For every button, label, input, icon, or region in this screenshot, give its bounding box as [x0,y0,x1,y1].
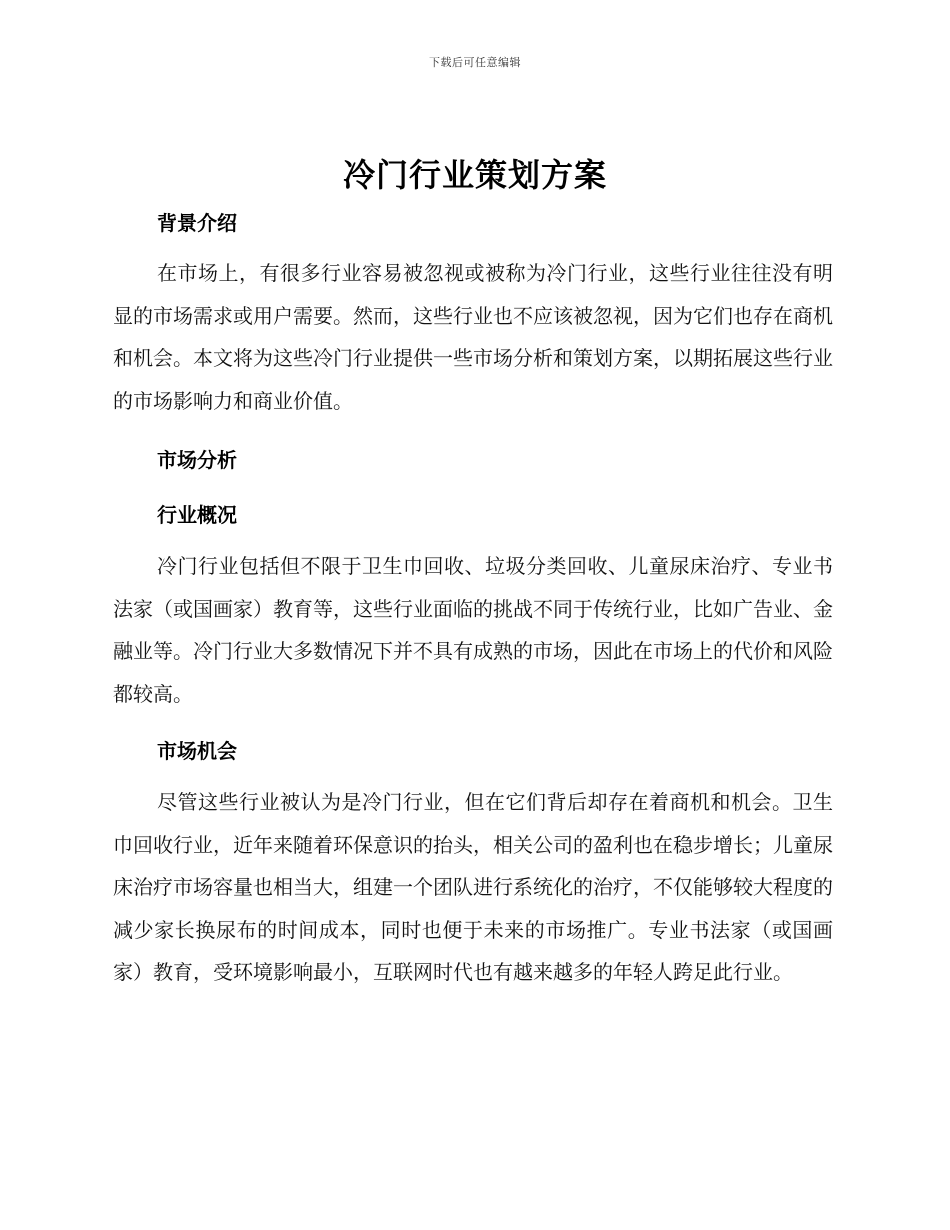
heading-market-opportunity: 市场机会 [157,739,237,763]
header-note: 下载后可任意编辑 [429,56,521,69]
document-title: 冷门行业策划方案 [342,156,607,194]
heading-background: 背景介绍 [157,211,237,235]
paragraph-industry-overview: 冷门行业包括但不限于卫生巾回收、垃圾分类回收、儿童尿床治疗、专业书法家（或国画家）教育等，这些行业面临的挑战不同于传统行业，比如广告业、金融业等。冷门行业大多数情况下并不具有成熟的市场，因此在市场上的代价和风险都较高。 [113,554,833,706]
heading-market-analysis: 市场分析 [157,448,237,472]
heading-industry-overview: 行业概况 [157,503,237,527]
paragraph-market-opportunity: 尽管这些行业被认为是冷门行业，但在它们背后却存在着商机和机会。卫生巾回收行业，近年来随着环保意识的抬头，相关公司的盈利也在稳步增长；儿童尿床治疗市场容量也相当大，组建一个团队进行系统化的治疗，不仅能够较大程度的减少家长换尿布的时间成本，同时也便于未来的市场推广。专业书法家（或国画家）教育，受环境影响最小，互联网时代也有越来越多的年轻人跨足此行业。 [113,790,833,984]
paragraph-background: 在市场上，有很多行业容易被忽视或被称为冷门行业，这些行业往往没有明显的市场需求或用户需要。然而，这些行业也不应该被忽视，因为它们也存在商机和机会。本文将为这些冷门行业提供一些市场分析和策划方案，以期拓展这些行业的市场影响力和商业价值。 [113,261,833,413]
